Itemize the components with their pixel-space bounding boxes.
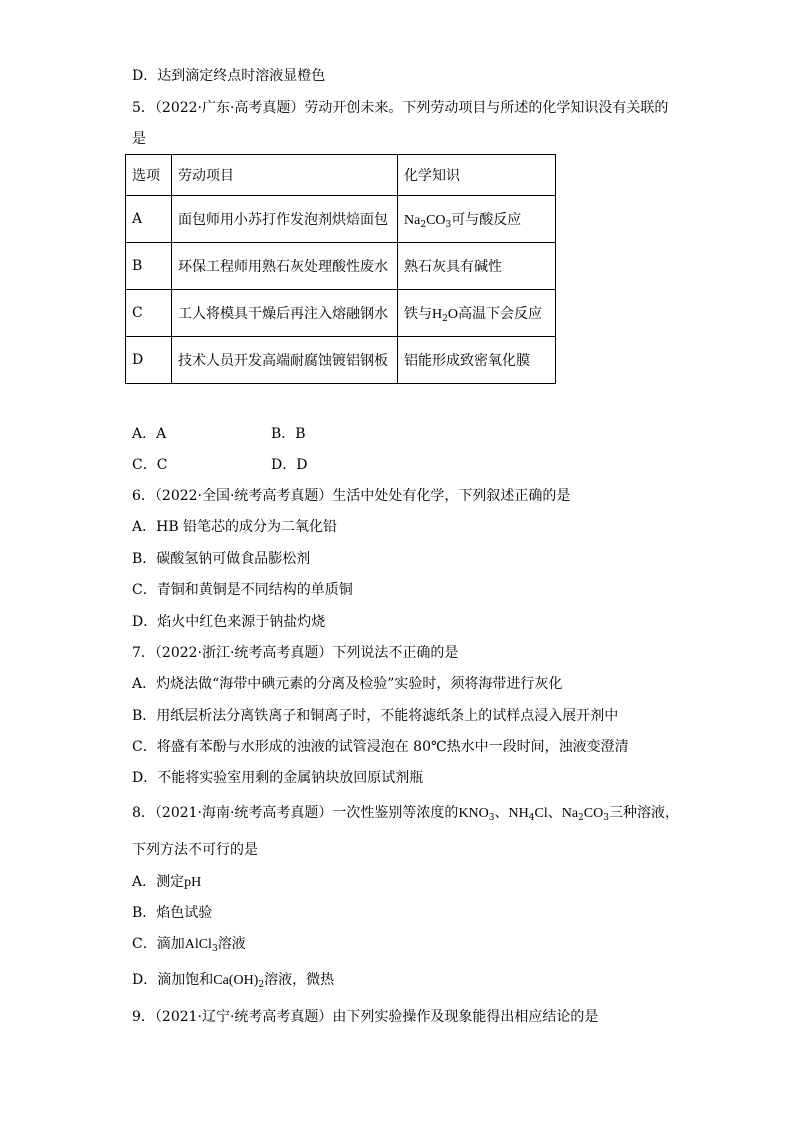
option-text: C．滴加 bbox=[132, 936, 185, 952]
table-row bbox=[126, 337, 556, 384]
question-7-option-d: D．不能将实验室用剩的金属钠块放回原试剂瓶 bbox=[132, 770, 424, 786]
formula-part: NH bbox=[508, 806, 529, 821]
formula-subscript: 3 bbox=[445, 220, 452, 230]
formula-part: Ca bbox=[213, 973, 229, 988]
question-8-stem-line-2: 下列方法不可行的是 bbox=[132, 842, 258, 858]
question-6-option-a: A．HB 铅笔芯的成分为二氧化铅 bbox=[132, 519, 338, 535]
option-text: D．滴加饱和 bbox=[132, 972, 214, 988]
question-8-option-a bbox=[132, 872, 201, 893]
question-5-stem-line-1: 5．（2022·广东·高考真题）劳动开创未来。下列劳动项目与所述的化学知识没有关联的 bbox=[132, 100, 669, 116]
row-chem-text: 高温下会反应 bbox=[457, 306, 542, 322]
row-labor: 工人将模具干燥后再注入熔融钢水 bbox=[172, 290, 398, 337]
header-labor-project: 劳动项目 bbox=[172, 155, 398, 196]
formula-subscript: 3 bbox=[488, 813, 495, 823]
formula-subscript: 3 bbox=[211, 944, 218, 954]
question-9-stem: 9．（2021·辽宁·统考高考真题）由下列实验操作及现象能得出相应结论的是 bbox=[132, 1009, 599, 1025]
row-chem: 熟石灰具有碱性 bbox=[398, 243, 556, 290]
formula-subscript: 3 bbox=[603, 813, 609, 823]
question-7-option-c: C．将盛有苯酚与水形成的浊液的试管浸泡在 80℃热水中一段时间，浊液变澄清 bbox=[132, 739, 629, 755]
formula-subscript: 4 bbox=[528, 813, 535, 823]
formula-part: KNO bbox=[458, 806, 489, 821]
question-7-option-b: B．用纸层析法分离铁离子和铜离子时，不能将滤纸条上的试样点浸入展开剂中 bbox=[132, 708, 619, 724]
question-8-option-b: B．焰色试验 bbox=[132, 905, 213, 921]
header-chem-knowledge: 化学知识 bbox=[398, 155, 556, 196]
row-labor: 环保工程师用熟石灰处理酸性废水 bbox=[172, 243, 398, 290]
question-5-option-c: C．C bbox=[132, 457, 168, 473]
row-chem bbox=[398, 196, 556, 243]
question-5-table bbox=[125, 154, 556, 384]
separator: 、 bbox=[494, 805, 509, 821]
row-option: A bbox=[126, 196, 172, 243]
question-7-option-a: A．灼烧法做“海带中碘元素的分离及检验”实验时，须将海带进行灰化 bbox=[132, 676, 563, 692]
q8-stem-text: 三种溶液， bbox=[608, 805, 679, 821]
formula-part: CO bbox=[426, 213, 446, 228]
row-chem bbox=[398, 290, 556, 337]
row-labor: 面包师用小苏打作发泡剂烘焙面包 bbox=[172, 196, 398, 243]
previous-option-d: D．达到滴定终点时溶液显橙色 bbox=[132, 68, 326, 84]
question-8-option-c bbox=[132, 934, 246, 955]
formula-subscript: 2 bbox=[258, 980, 265, 990]
formula-part: Na bbox=[561, 806, 579, 821]
formula-subscript: 2 bbox=[442, 314, 448, 324]
question-5-option-a: A．A bbox=[132, 426, 167, 442]
table-row bbox=[126, 243, 556, 290]
q8-stem-text: 8．（2021·海南·统考高考真题）一次性鉴别等浓度的 bbox=[132, 805, 459, 821]
row-chem: 铝能形成致密氧化膜 bbox=[398, 337, 556, 384]
formula-part: Cl bbox=[534, 806, 548, 821]
question-8-stem-line-1 bbox=[132, 803, 679, 824]
option-text: A．测定 bbox=[132, 874, 185, 890]
formula-part: pH bbox=[184, 875, 202, 890]
formula-subscript: 2 bbox=[420, 220, 427, 230]
question-6-option-b: B．碳酸氢钠可做食品膨松剂 bbox=[132, 551, 311, 567]
formula-part: H bbox=[432, 307, 443, 322]
question-6-option-c: C．青铜和黄铜是不同结构的单质铜 bbox=[132, 582, 353, 598]
question-5-option-b: B．B bbox=[271, 426, 306, 442]
question-6-option-d: D．焰火中红色来源于钠盐灼烧 bbox=[132, 614, 326, 630]
row-option: D bbox=[126, 337, 172, 384]
header-option: 选项 bbox=[126, 155, 172, 196]
row-chem-text: 可与酸反应 bbox=[451, 212, 522, 228]
question-7-stem: 7．（2022·浙江·统考高考真题）下列说法不正确的是 bbox=[132, 645, 459, 661]
formula-subscript: 2 bbox=[578, 813, 584, 823]
option-text: 溶液 bbox=[217, 936, 246, 952]
formula-part: AlCl bbox=[184, 937, 212, 952]
separator: 、 bbox=[547, 805, 562, 821]
option-text: 溶液，微热 bbox=[264, 972, 335, 988]
question-6-stem: 6．（2022·全国·统考高考真题）生活中处处有化学，下列叙述正确的是 bbox=[132, 488, 571, 504]
formula-part: CO bbox=[583, 806, 604, 821]
row-chem-text: 铁与 bbox=[404, 306, 432, 322]
formula-part: Na bbox=[404, 213, 421, 228]
row-option: B bbox=[126, 243, 172, 290]
table-row bbox=[126, 290, 556, 337]
formula-part: O bbox=[447, 307, 458, 322]
question-5-option-d: D．D bbox=[271, 457, 308, 473]
question-5-stem-line-2: 是 bbox=[132, 131, 146, 147]
table-header-row bbox=[126, 155, 556, 196]
row-labor: 技术人员开发高端耐腐蚀镀铝钢板 bbox=[172, 337, 398, 384]
row-option: C bbox=[126, 290, 172, 337]
table-row bbox=[126, 196, 556, 243]
formula-part: (OH) bbox=[228, 973, 259, 988]
question-8-option-d bbox=[132, 970, 334, 991]
